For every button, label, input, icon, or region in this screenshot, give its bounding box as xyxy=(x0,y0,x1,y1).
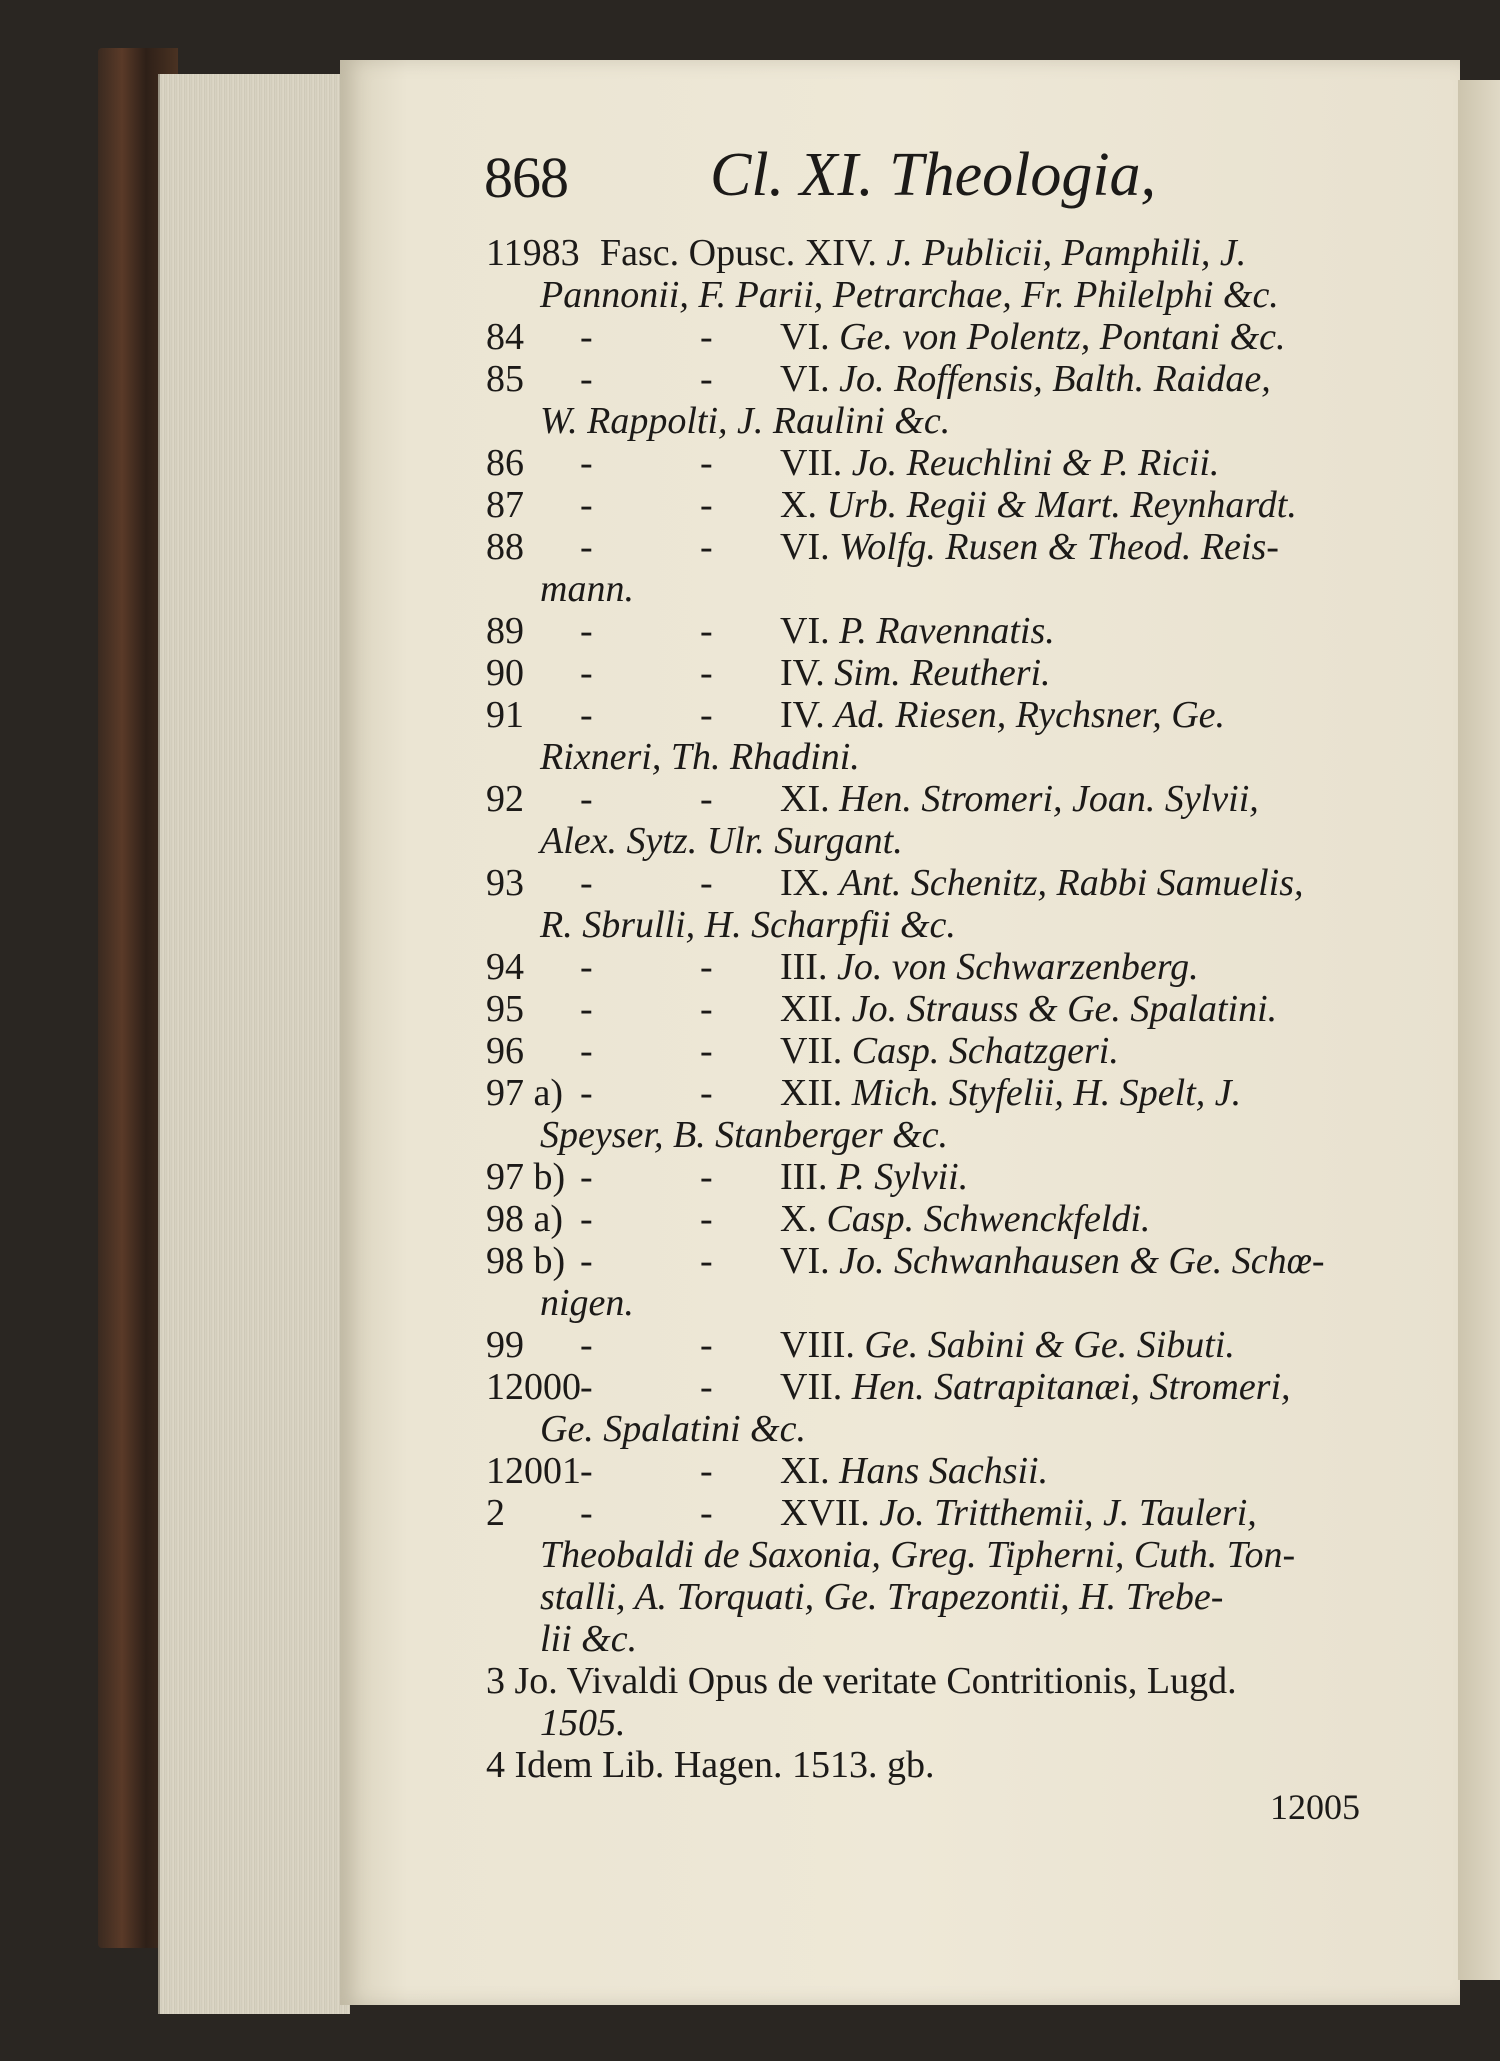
catalogue-line xyxy=(480,1702,1360,1744)
entry-text xyxy=(780,778,1259,820)
entry-text xyxy=(780,484,1297,526)
entry-text xyxy=(780,316,1286,358)
catalogue-line xyxy=(480,442,1360,484)
entry-volume: XII. xyxy=(780,1072,852,1114)
catalogue-line xyxy=(480,946,1360,988)
entry-volume: X. xyxy=(780,1198,827,1240)
entry-text xyxy=(780,1198,1150,1240)
entry-continuation: R. Sbrulli, H. Scharpfii &c. xyxy=(540,904,956,946)
running-title: Cl. XI. Theologia, xyxy=(710,141,1157,209)
catalogue-line xyxy=(480,988,1360,1030)
entry-names: Ge. von Polentz, Pontani &c. xyxy=(839,316,1286,358)
entry-names: Ge. Sabini & Ge. Sibuti. xyxy=(864,1324,1235,1366)
entry-dash: - xyxy=(700,358,713,400)
entry-number: 85 xyxy=(486,358,524,400)
entry-number: 93 xyxy=(486,862,524,904)
catalogue-line xyxy=(480,1282,1360,1324)
catalogue-line xyxy=(480,316,1360,358)
entry-number: 97 a) xyxy=(486,1072,564,1114)
entry-names: Hen. Stromeri, Joan. Sylvii, xyxy=(839,778,1259,820)
entry-dash: - xyxy=(700,862,713,904)
catalogue-line xyxy=(480,1744,1360,1786)
entry-dash: - xyxy=(700,1450,713,1492)
entry-text xyxy=(780,988,1277,1030)
entry-dash: - xyxy=(700,1492,713,1534)
catalogue-line xyxy=(480,778,1360,820)
entry-names: Casp. Schwenckfeldi. xyxy=(826,1198,1151,1240)
entry-number: 98 b) xyxy=(486,1240,566,1282)
entry-volume: VII. xyxy=(780,1366,852,1408)
entry-text xyxy=(780,610,1055,652)
catalogue-line xyxy=(480,568,1360,610)
entry-volume: X. xyxy=(780,484,827,526)
catalogue-line xyxy=(480,652,1360,694)
catalogue-line xyxy=(480,1408,1360,1450)
page-content xyxy=(480,140,1360,1846)
entry-dash: - xyxy=(700,1072,713,1114)
entry-full-text: 4 Idem Lib. Hagen. 1513. gb. xyxy=(486,1744,935,1786)
entry-dash: - xyxy=(580,316,593,358)
catalogue-line xyxy=(480,1156,1360,1198)
entry-volume: XVII. xyxy=(780,1492,880,1534)
catalogue-line xyxy=(480,1450,1360,1492)
entry-dash: - xyxy=(580,1030,593,1072)
entry-names: Jo. von Schwarzenberg. xyxy=(836,946,1199,988)
entry-dash: - xyxy=(580,526,593,568)
entry-text xyxy=(780,1366,1291,1408)
entry-dash: - xyxy=(580,442,593,484)
entry-dash: - xyxy=(580,484,593,526)
catalogue-line xyxy=(480,610,1360,652)
catalogue-line xyxy=(480,274,1360,316)
entry-number: 88 xyxy=(486,526,524,568)
entry-text xyxy=(780,1240,1325,1282)
entry-continuation: Theobaldi de Saxonia, Greg. Tipherni, Cuth. Ton- xyxy=(540,1534,1296,1576)
catalogue-line xyxy=(480,358,1360,400)
entry-dash: - xyxy=(700,1240,713,1282)
entry-names: P. Sylvii. xyxy=(836,1156,969,1198)
entry-names: Casp. Schatzgeri. xyxy=(851,1030,1119,1072)
entry-number: 95 xyxy=(486,988,524,1030)
entry-volume: VIII. xyxy=(780,1324,865,1366)
catalogue-line xyxy=(480,1618,1360,1660)
entry-names: Hans Sachsii. xyxy=(839,1450,1049,1492)
catalogue-line xyxy=(480,484,1360,526)
catalogue-line xyxy=(480,1576,1360,1618)
entry-text xyxy=(780,1072,1241,1114)
entry-number: 96 xyxy=(486,1030,524,1072)
entry-continuation: Alex. Sytz. Ulr. Surgant. xyxy=(540,820,903,862)
entry-names: Jo. Strauss & Ge. Spalatini. xyxy=(851,988,1278,1030)
entry-names: Wolfg. Rusen & Theod. Reis- xyxy=(839,526,1279,568)
entry-names: Urb. Regii & Mart. Reynhardt. xyxy=(826,484,1297,526)
entry-names: Jo. Schwanhausen & Ge. Schœ- xyxy=(839,1240,1325,1282)
entry-text xyxy=(600,232,1246,274)
catalogue-line xyxy=(480,862,1360,904)
entry-full-text: 3 Jo. Vivaldi Opus de veritate Contritionis, Lugd. xyxy=(486,1660,1237,1702)
entry-dash: - xyxy=(700,484,713,526)
entry-text xyxy=(780,1492,1257,1534)
entry-text xyxy=(780,358,1271,400)
entry-dash: - xyxy=(700,442,713,484)
catalogue-line xyxy=(480,1198,1360,1240)
entry-text xyxy=(780,526,1279,568)
entry-continuation: Rixneri, Th. Rhadini. xyxy=(540,736,860,778)
entry-dash: - xyxy=(580,778,593,820)
entry-dash: - xyxy=(580,652,593,694)
entry-volume: IV. xyxy=(780,652,835,694)
entry-continuation: 1505. xyxy=(540,1702,626,1744)
catchword: 12005 xyxy=(1270,1787,1360,1827)
entry-volume: IV. xyxy=(780,694,835,736)
catalogue-line xyxy=(480,1240,1360,1282)
entry-dash: - xyxy=(700,1030,713,1072)
entry-names: Ad. Riesen, Rychsner, Ge. xyxy=(834,694,1226,736)
entry-dash: - xyxy=(700,1324,713,1366)
entry-number: 87 xyxy=(486,484,524,526)
entry-dash: - xyxy=(580,1450,593,1492)
entry-continuation: nigen. xyxy=(540,1282,634,1324)
entry-volume: VI. xyxy=(780,316,840,358)
catalogue-line xyxy=(480,820,1360,862)
entry-continuation: lii &c. xyxy=(540,1618,638,1660)
catalogue-line xyxy=(480,1534,1360,1576)
entry-continuation: Pannonii, F. Parii, Petrarchae, Fr. Philelphi &c. xyxy=(540,274,1279,316)
entry-number: 86 xyxy=(486,442,524,484)
entry-text xyxy=(780,862,1304,904)
entry-dash: - xyxy=(700,988,713,1030)
entry-dash: - xyxy=(580,1492,593,1534)
entry-dash: - xyxy=(700,652,713,694)
entry-continuation: W. Rappolti, J. Raulini &c. xyxy=(540,400,951,442)
entry-volume: VI. xyxy=(780,526,840,568)
entry-dash: - xyxy=(700,694,713,736)
entry-number: 99 xyxy=(486,1324,524,1366)
entry-dash: - xyxy=(700,1156,713,1198)
entry-dash: - xyxy=(700,316,713,358)
facing-page-edge xyxy=(1458,80,1500,1980)
entry-text xyxy=(780,1450,1048,1492)
entry-names: Sim. Reutheri. xyxy=(834,652,1051,694)
catalogue-line xyxy=(480,1114,1360,1156)
entry-volume: IX. xyxy=(780,862,840,904)
entry-volume: VII. xyxy=(780,442,852,484)
entry-dash: - xyxy=(580,1324,593,1366)
entry-volume: VI. xyxy=(780,610,840,652)
entry-number: 11983 xyxy=(486,232,580,274)
catalogue-line xyxy=(480,1030,1360,1072)
entry-dash: - xyxy=(700,946,713,988)
entry-dash: - xyxy=(580,358,593,400)
entry-text xyxy=(780,694,1225,736)
catalogue-line xyxy=(480,526,1360,568)
entry-dash: - xyxy=(700,610,713,652)
entry-number: 97 b) xyxy=(486,1156,566,1198)
entry-dash: - xyxy=(580,1366,593,1408)
catalogue-line xyxy=(480,736,1360,778)
entry-names: P. Ravennatis. xyxy=(839,610,1055,652)
entry-volume: XI. xyxy=(780,778,840,820)
catalogue-line xyxy=(480,904,1360,946)
entry-dash: - xyxy=(580,1072,593,1114)
entry-number: 94 xyxy=(486,946,524,988)
entry-number: 89 xyxy=(486,610,524,652)
entry-continuation: Ge. Spalatini &c. xyxy=(540,1408,806,1450)
entry-names: Ant. Schenitz, Rabbi Samuelis, xyxy=(839,862,1304,904)
page-header xyxy=(480,140,1360,232)
entry-text xyxy=(780,652,1051,694)
entry-number: 91 xyxy=(486,694,524,736)
entry-continuation: mann. xyxy=(540,568,634,610)
entry-dash: - xyxy=(580,988,593,1030)
entry-number: 12000 xyxy=(486,1366,581,1408)
page-number: 868 xyxy=(484,145,568,210)
entry-volume: VI. xyxy=(780,1240,840,1282)
entry-dash: - xyxy=(580,862,593,904)
entry-volume: III. xyxy=(780,1156,837,1198)
entry-continuation: Speyser, B. Stanberger &c. xyxy=(540,1114,949,1156)
catalogue-line xyxy=(480,694,1360,736)
catalogue-entries xyxy=(480,232,1360,1786)
entry-number: 98 a) xyxy=(486,1198,564,1240)
entry-continuation: stalli, A. Torquati, Ge. Trapezontii, H. Trebe- xyxy=(540,1576,1224,1618)
entry-volume: VI. xyxy=(780,358,840,400)
entry-volume: VII. xyxy=(780,1030,852,1072)
entry-number: 84 xyxy=(486,316,524,358)
entry-number: 2 xyxy=(486,1492,505,1534)
entry-dash: - xyxy=(700,526,713,568)
entry-volume: XII. xyxy=(780,988,852,1030)
entry-names: Jo. Reuchlini & P. Ricii. xyxy=(851,442,1220,484)
entry-dash: - xyxy=(700,1366,713,1408)
entry-number: 90 xyxy=(486,652,524,694)
entry-number: 12001 xyxy=(486,1450,581,1492)
catalogue-line xyxy=(480,1366,1360,1408)
catchword-line xyxy=(480,1786,1360,1846)
entry-names: J. Publicii, Pamphili, J. xyxy=(886,232,1247,274)
entry-dash: - xyxy=(700,778,713,820)
catalogue-line xyxy=(480,1324,1360,1366)
entry-dash: - xyxy=(700,1198,713,1240)
entry-text xyxy=(780,442,1219,484)
entry-text xyxy=(780,1030,1119,1072)
entry-dash: - xyxy=(580,1198,593,1240)
entry-number: 92 xyxy=(486,778,524,820)
entry-dash: - xyxy=(580,1156,593,1198)
catalogue-line xyxy=(480,400,1360,442)
entry-dash: - xyxy=(580,946,593,988)
entry-names: Jo. Roffensis, Balth. Raidae, xyxy=(839,358,1271,400)
entry-names: Mich. Styfelii, H. Spelt, J. xyxy=(851,1072,1242,1114)
catalogue-line xyxy=(480,1072,1360,1114)
entry-lead: Fasc. Opusc. XIV. xyxy=(600,232,887,274)
entry-text xyxy=(780,1156,968,1198)
entry-names: Hen. Satrapitanæi, Stromeri, xyxy=(851,1366,1291,1408)
entry-text xyxy=(780,946,1199,988)
entry-volume: XI. xyxy=(780,1450,840,1492)
entry-volume: III. xyxy=(780,946,837,988)
catalogue-line xyxy=(480,232,1360,274)
entry-dash: - xyxy=(580,694,593,736)
entry-dash: - xyxy=(580,1240,593,1282)
entry-names: Jo. Tritthemii, J. Tauleri, xyxy=(879,1492,1257,1534)
page-stack xyxy=(158,74,350,2014)
catalogue-line xyxy=(480,1492,1360,1534)
entry-text xyxy=(780,1324,1235,1366)
entry-dash: - xyxy=(580,610,593,652)
catalogue-line xyxy=(480,1660,1360,1702)
